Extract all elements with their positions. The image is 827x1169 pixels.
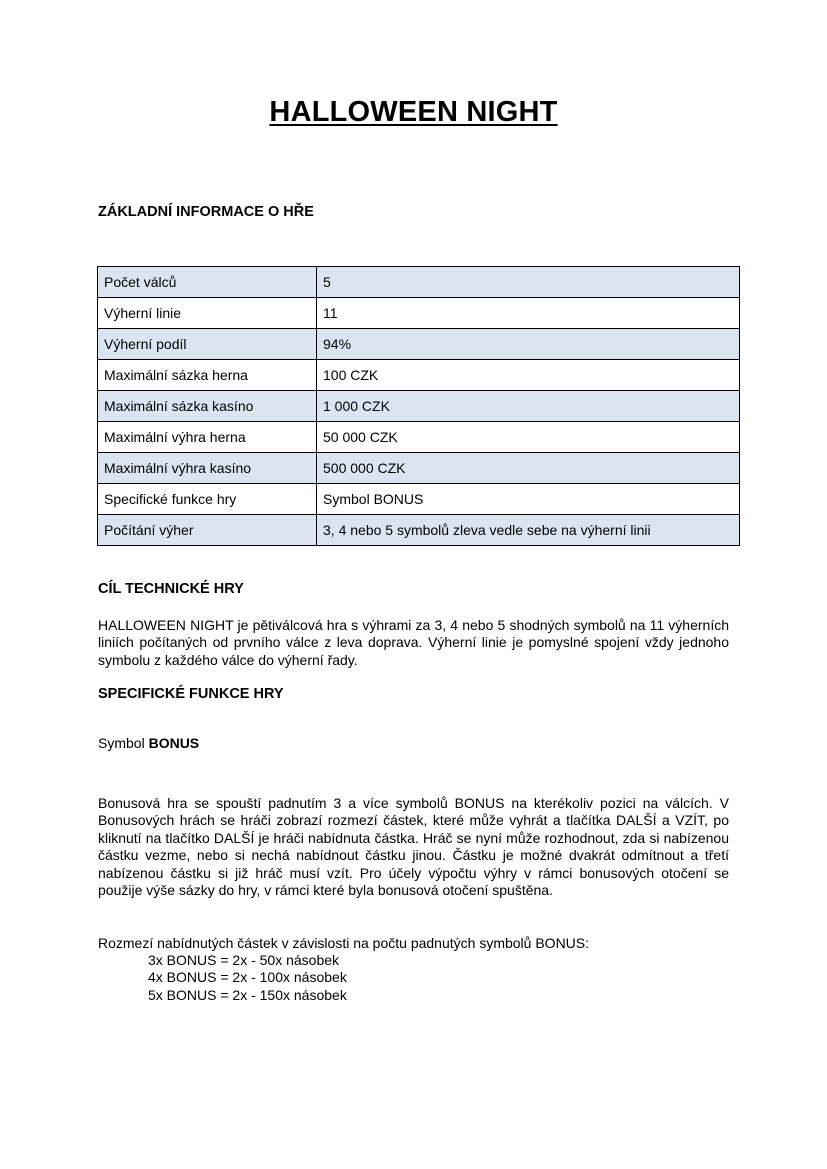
game-info-table xyxy=(97,266,740,546)
row-label: Maximální sázka kasíno xyxy=(98,391,317,422)
row-value: 50 000 CZK xyxy=(317,422,740,453)
table-row xyxy=(98,360,740,391)
row-value: 5 xyxy=(317,267,740,298)
row-value: 3, 4 nebo 5 symbolů zleva vedle sebe na výherní linii xyxy=(317,515,740,546)
table-row xyxy=(98,329,740,360)
symbol-prefix: Symbol xyxy=(98,735,149,751)
row-label: Specifické funkce hry xyxy=(98,484,317,515)
symbol-subheading xyxy=(98,735,729,752)
row-label: Počet válců xyxy=(98,267,317,298)
row-label: Počítání výher xyxy=(98,515,317,546)
technical-goal-paragraph: HALLOWEEN NIGHT je pětiválcová hra s výhrami za 3, 4 nebo 5 shodných symbolů na 11 výherních liniích počítaných od prvního válce z leva doprava. Výherní linie je pomyslné spojení vždy jednoho symbolu z každého válce do výherní řady. xyxy=(98,617,729,668)
list-item: 5x BONUS = 2x - 150x násobek xyxy=(148,986,347,1003)
page-title: HALLOWEEN NIGHT xyxy=(269,96,558,128)
section-heading-specific-features: SPECIFICKÉ FUNKCE HRY xyxy=(98,686,284,702)
bonus-range-list xyxy=(148,952,347,1004)
range-intro-text: Rozmezí nabídnutých částek v závislosti na počtu padnutých symbolů BONUS: xyxy=(98,935,590,951)
section-heading-basic-info: ZÁKLADNÍ INFORMACE O HŘE xyxy=(98,204,314,220)
row-value: 500 000 CZK xyxy=(317,453,740,484)
table-row xyxy=(98,391,740,422)
section-heading-technical-goal: CÍL TECHNICKÉ HRY xyxy=(98,581,244,597)
table-row xyxy=(98,267,740,298)
row-value: Symbol BONUS xyxy=(317,484,740,515)
row-label: Maximální sázka herna xyxy=(98,360,317,391)
row-value: 1 000 CZK xyxy=(317,391,740,422)
row-value: 11 xyxy=(317,298,740,329)
list-item: 3x BONUS = 2x - 50x násobek xyxy=(148,952,340,968)
bonus-description-paragraph: Bonusová hra se spouští padnutím 3 a více symbolů BONUS na kterékoliv pozici na válcích. V Bonusových hrách se hráči zobrazí rozmezí částek, které může vyhrát a tlačítka DALŠÍ a VZÍT, po kliknutí na tlačítko DALŠÍ je hráči nabídnuta částka. Hráč se nyní může rozhodnout, zda si nabízenou částku vezme, nebo si nechá nabídnout částku jinou. Částku je možné dvakrát odmítnout a třetí nabízenou částku si již hráč musí vzít. Pro účely výpočtu výhry v rámci bonusových otočení se použije výše sázky do hry, v rámci které byla bonusová otočení spuštěna. xyxy=(98,795,729,899)
symbol-name: BONUS xyxy=(148,735,200,751)
row-value: 94% xyxy=(317,329,740,360)
row-label: Maximální výhra herna xyxy=(98,422,317,453)
list-item: 4x BONUS = 2x - 100x násobek xyxy=(148,969,347,986)
table-row xyxy=(98,298,740,329)
table-row xyxy=(98,422,740,453)
row-label: Výherní linie xyxy=(98,298,317,329)
table-row xyxy=(98,453,740,484)
table-row xyxy=(98,515,740,546)
table-row xyxy=(98,484,740,515)
row-label: Výherní podíl xyxy=(98,329,317,360)
row-label: Maximální výhra kasíno xyxy=(98,453,317,484)
row-value: 100 CZK xyxy=(317,360,740,391)
